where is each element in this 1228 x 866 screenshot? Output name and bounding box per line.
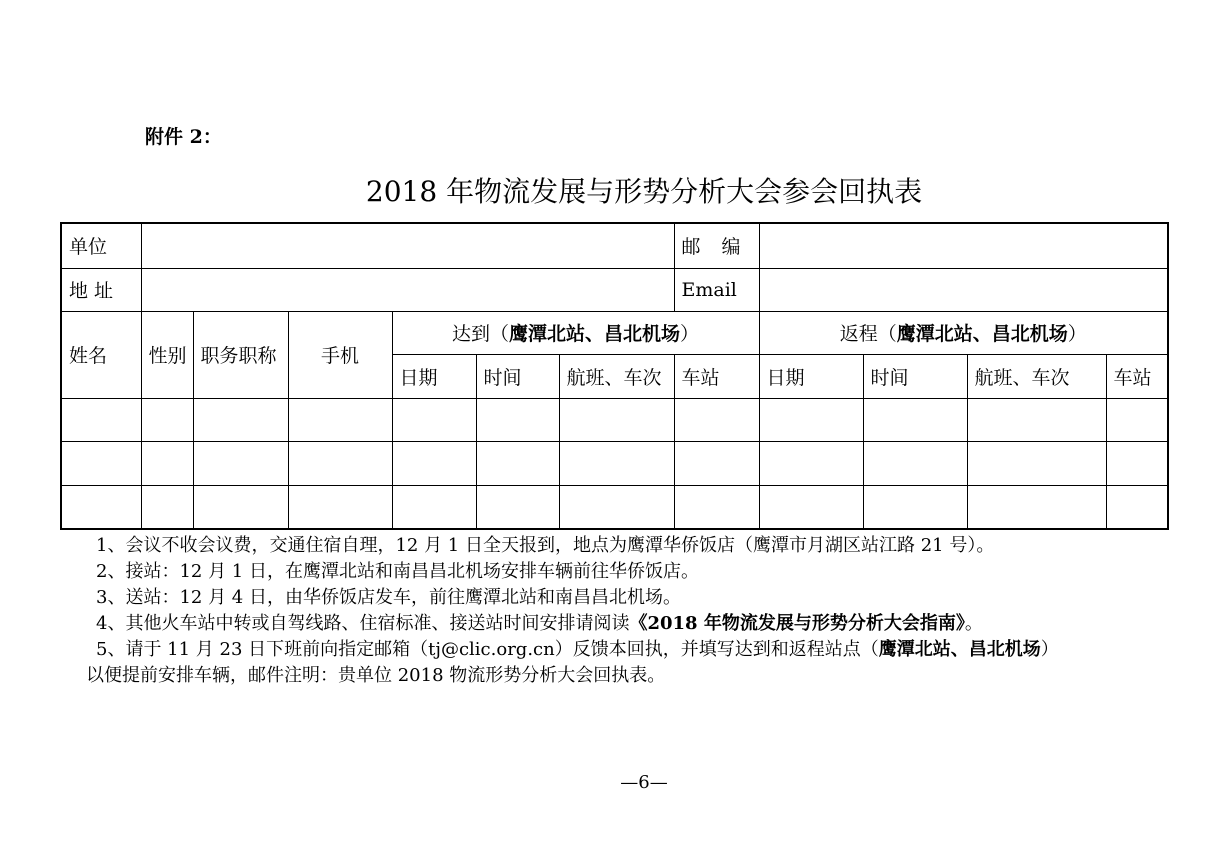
position-header: 职务职称	[193, 311, 288, 398]
phone-header: 手机	[288, 311, 392, 398]
arrival-date-header: 日期	[392, 354, 476, 398]
return-time-header: 时间	[863, 354, 967, 398]
table-cell[interactable]	[61, 485, 141, 529]
table-cell[interactable]	[141, 485, 193, 529]
table-cell[interactable]	[392, 441, 476, 485]
arrival-flight-header: 航班、车次	[559, 354, 674, 398]
address-field[interactable]	[141, 268, 674, 311]
name-header: 姓名	[61, 311, 141, 398]
table-cell[interactable]	[141, 398, 193, 441]
table-cell[interactable]	[476, 398, 559, 441]
table-cell[interactable]	[193, 485, 288, 529]
table-cell[interactable]	[863, 485, 967, 529]
postcode-label: 邮 编	[674, 223, 759, 268]
table-cell[interactable]	[759, 485, 863, 529]
note-1: 1、会议不收会议费，交通住宿自理，12 月 1 日全天报到，地点为鹰潭华侨饭店（鹰潭市月湖区站江路 21 号）。	[96, 535, 995, 556]
note-5: 5、请于 11 月 23 日下班前向指定邮箱（tj@clic.org.cn）反馈本回执，并填写达到和返程站点（鹰潭北站、昌北机场）	[96, 639, 1059, 660]
table-cell[interactable]	[863, 441, 967, 485]
attachment-label: 附件 2：	[145, 126, 222, 148]
table-cell[interactable]	[141, 441, 193, 485]
email-label: Email	[674, 268, 759, 311]
table-cell[interactable]	[1106, 441, 1168, 485]
arrival-station-header: 车站	[674, 354, 759, 398]
table-cell[interactable]	[61, 398, 141, 441]
table-cell[interactable]	[288, 441, 392, 485]
address-label: 地 址	[61, 268, 141, 311]
gender-header: 性别	[141, 311, 193, 398]
unit-field[interactable]	[141, 223, 674, 268]
table-cell[interactable]	[1106, 485, 1168, 529]
registration-form-table	[60, 222, 1169, 530]
table-cell[interactable]	[863, 398, 967, 441]
table-cell[interactable]	[1106, 398, 1168, 441]
table-cell[interactable]	[559, 441, 674, 485]
address-row	[61, 268, 1168, 311]
table-row	[61, 485, 1168, 529]
table-cell[interactable]	[759, 398, 863, 441]
table-cell[interactable]	[674, 485, 759, 529]
table-cell[interactable]	[674, 441, 759, 485]
table-cell[interactable]	[476, 441, 559, 485]
postcode-field[interactable]	[759, 223, 1168, 268]
note-3: 3、送站：12 月 4 日，由华侨饭店发车，前往鹰潭北站和南昌昌北机场。	[96, 587, 681, 608]
arrival-time-header: 时间	[476, 354, 559, 398]
unit-row	[61, 223, 1168, 268]
return-station-header: 车站	[1106, 354, 1168, 398]
notes	[86, 533, 1059, 689]
return-header: 返程（鹰潭北站、昌北机场）	[759, 311, 1168, 354]
note-6: 以便提前安排车辆，邮件注明：贵单位 2018 物流形势分析大会回执表。	[86, 665, 666, 686]
table-cell[interactable]	[392, 485, 476, 529]
table-cell[interactable]	[392, 398, 476, 441]
note-4: 4、其他火车站中转或自驾线路、住宿标准、接送站时间安排请阅读《2018 年物流发展与形势分析大会指南》。	[96, 613, 983, 634]
email-field[interactable]	[759, 268, 1168, 311]
page-title: 2018 年物流发展与形势分析大会参会回执表	[365, 175, 923, 208]
note-2: 2、接站：12 月 1 日，在鹰潭北站和南昌昌北机场安排车辆前往华侨饭店。	[96, 561, 699, 582]
table-cell[interactable]	[967, 441, 1106, 485]
table-cell[interactable]	[759, 441, 863, 485]
table-cell[interactable]	[674, 398, 759, 441]
table-cell[interactable]	[193, 398, 288, 441]
table-cell[interactable]	[967, 485, 1106, 529]
table-row	[61, 441, 1168, 485]
return-date-header: 日期	[759, 354, 863, 398]
table-cell[interactable]	[559, 485, 674, 529]
table-cell[interactable]	[288, 485, 392, 529]
table-cell[interactable]	[61, 441, 141, 485]
return-flight-header: 航班、车次	[967, 354, 1106, 398]
table-row	[61, 398, 1168, 441]
header-row-1	[61, 311, 1168, 354]
table-cell[interactable]	[193, 441, 288, 485]
table-cell[interactable]	[476, 485, 559, 529]
unit-label: 单位	[61, 223, 141, 268]
arrival-header: 达到（鹰潭北站、昌北机场）	[392, 311, 759, 354]
page-number: —6—	[620, 772, 668, 793]
table-cell[interactable]	[967, 398, 1106, 441]
table-cell[interactable]	[288, 398, 392, 441]
table-cell[interactable]	[559, 398, 674, 441]
